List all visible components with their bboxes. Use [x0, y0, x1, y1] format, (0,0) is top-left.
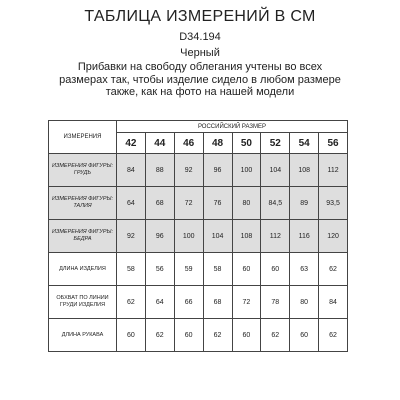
- table-cell: 92: [117, 220, 146, 253]
- table-cell: 80: [232, 187, 261, 220]
- table-cell: 56: [145, 253, 174, 286]
- table-cell: 100: [174, 220, 203, 253]
- table-cell: 100: [232, 154, 261, 187]
- row-label: ИЗМЕРЕНИЯ ФИГУРЫ: ТАЛИЯ: [49, 187, 117, 220]
- table-cell: 63: [290, 253, 319, 286]
- table-cell: 58: [117, 253, 146, 286]
- table-row: [49, 253, 348, 286]
- fit-note: Прибавки на свободу облегания учтены во всех размерах так, чтобы изделие сидело в любом размере также, как на фото на нашей модели: [59, 61, 341, 98]
- size-table: [48, 120, 348, 352]
- table-cell: 62: [117, 286, 146, 319]
- table-cell: 78: [261, 286, 290, 319]
- size-50: 50: [232, 133, 261, 154]
- table-cell: 66: [174, 286, 203, 319]
- table-cell: 108: [290, 154, 319, 187]
- size-42: 42: [117, 133, 146, 154]
- table-cell: 62: [319, 253, 348, 286]
- table-cell: 60: [232, 319, 261, 352]
- size-system-label: РОССИЙСКИЙ РАЗМЕР: [117, 121, 348, 133]
- table-cell: 72: [174, 187, 203, 220]
- table-row: [49, 319, 348, 352]
- page-title: ТАБЛИЦА ИЗМЕРЕНИЙ В СМ: [84, 8, 316, 25]
- table-cell: 116: [290, 220, 319, 253]
- table-row: [49, 154, 348, 187]
- table-cell: 76: [203, 187, 232, 220]
- table-cell: 112: [261, 220, 290, 253]
- table-cell: 60: [232, 253, 261, 286]
- table-cell: 120: [319, 220, 348, 253]
- table-row: [49, 220, 348, 253]
- table-cell: 68: [145, 187, 174, 220]
- size-44: 44: [145, 133, 174, 154]
- table-cell: 62: [203, 319, 232, 352]
- table-row: [49, 187, 348, 220]
- size-46: 46: [174, 133, 203, 154]
- row-label: ИЗМЕРЕНИЯ ФИГУРЫ: ГРУДЬ: [49, 154, 117, 187]
- row-label: ДЛИНА ИЗДЕЛИЯ: [49, 253, 117, 286]
- size-header-row: [49, 121, 348, 133]
- table-cell: 104: [203, 220, 232, 253]
- table-cell: 84,5: [261, 187, 290, 220]
- table-cell: 80: [290, 286, 319, 319]
- table-cell: 62: [261, 319, 290, 352]
- table-cell: 104: [261, 154, 290, 187]
- table-cell: 96: [203, 154, 232, 187]
- table-cell: 58: [203, 253, 232, 286]
- table-cell: 93,5: [319, 187, 348, 220]
- table-cell: 108: [232, 220, 261, 253]
- table-cell: 68: [203, 286, 232, 319]
- table-cell: 60: [261, 253, 290, 286]
- table-cell: 96: [145, 220, 174, 253]
- row-label: ДЛИНА РУКАВА: [49, 319, 117, 352]
- row-label: ОБХВАТ ПО ЛИНИИ ГРУДИ ИЗДЕЛИЯ: [49, 286, 117, 319]
- table-cell: 60: [290, 319, 319, 352]
- size-54: 54: [290, 133, 319, 154]
- table-cell: 62: [319, 319, 348, 352]
- table-cell: 64: [145, 286, 174, 319]
- product-color: Черный: [180, 47, 220, 59]
- row-label: ИЗМЕРЕНИЯ ФИГУРЫ: БЕДРА: [49, 220, 117, 253]
- table-cell: 89: [290, 187, 319, 220]
- table-cell: 92: [174, 154, 203, 187]
- size-48: 48: [203, 133, 232, 154]
- table-cell: 60: [117, 319, 146, 352]
- table-cell: 64: [117, 187, 146, 220]
- table-cell: 59: [174, 253, 203, 286]
- table-cell: 88: [145, 154, 174, 187]
- table-cell: 84: [117, 154, 146, 187]
- size-52: 52: [261, 133, 290, 154]
- table-row: [49, 286, 348, 319]
- corner-label: ИЗМЕРЕНИЯ: [49, 121, 117, 154]
- table-cell: 72: [232, 286, 261, 319]
- size-56: 56: [319, 133, 348, 154]
- product-code: D34.194: [179, 31, 221, 43]
- table-cell: 84: [319, 286, 348, 319]
- table-cell: 112: [319, 154, 348, 187]
- table-cell: 60: [174, 319, 203, 352]
- table-cell: 62: [145, 319, 174, 352]
